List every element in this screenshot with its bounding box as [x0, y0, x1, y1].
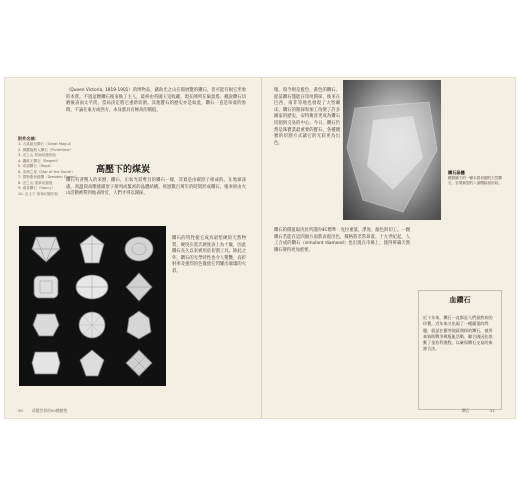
folio-title-left: 改變世界的50種植物	[32, 408, 68, 413]
diamond-icon	[120, 232, 158, 266]
sidebar-item: 5. 希望鑽石（Hope）	[18, 164, 54, 168]
photo-caption	[448, 170, 504, 186]
folio-title-right: 鑽石	[462, 408, 470, 413]
sidebar-item: 3. 光之山 原始切割形狀	[18, 153, 57, 157]
sidebar-item: 2. 佛羅倫斯人鑽石（Florentine）	[18, 147, 73, 152]
diamond-icon	[27, 270, 65, 304]
sidebar-item: 7. 德勒斯登綠鑽（Dresden Green）	[18, 175, 79, 179]
body-paragraph-2: 鑽石的特性使它成為最堅硬的天然物質，硬度在莫氏硬度表上為十級，因此鑽石長久以來被用於切割工具。除此之外，鑽石的光學特性也令人驚艷，高折射率及強烈的色散使它閃耀出璀璨的火彩。	[172, 236, 246, 274]
crystal-icon	[343, 80, 441, 220]
sidebar-box	[418, 290, 502, 410]
diamond-icon	[73, 308, 111, 342]
diamond-icon	[27, 308, 65, 342]
diamond-icon	[120, 346, 158, 380]
box-text: 近十年來，鑽石一直都是人們最熟知的珍寶。近年來又出現了一種嚴重的問題，就是在衝突地區開採的鑽石，被用來資助戰爭與叛亂活動。聯合國因此推動了金伯利進程，以確保鑽石交易的來源合法。	[423, 315, 493, 352]
diamond-icon	[73, 270, 111, 304]
body-paragraph-1: 鑽石有著驚人的來歷，鑽石，正如光彩奪目的鑽石一樣，其實是由碳原子組成的。在地球深處，高溫與高壓使碳原子排列成緊密的晶體結構，經過數百萬年的時間形成鑽石。後來經由火山活動被帶到地表附近，人們才得以開採。	[66, 178, 246, 197]
intro-paragraph: （Queen Victoria, 1819-1901）的博物品，藉助光之山在館展覽的鑽石，但可能有損它形象的本質。不過這顆鑽石後來換了主人，最終由英國王室收藏，現在陳列在倫敦塔。據說鑽石切磨後表面太平淡，當局決定將它重新切割。其他寶石的歷史亦是如此，鑽石一直是珍貴的象徵，不論在東方或西方，本身都具有極高的價值。	[66, 88, 246, 113]
caption-text: 顯微鏡下的一顆未經切割的天然鑽石，呈現典型的八面體結晶形狀。	[448, 176, 502, 186]
box-title: 血鑽石	[449, 295, 471, 304]
page-gutter	[261, 78, 262, 418]
folio-number-right: 91	[490, 408, 495, 413]
diamond-crystal-photo	[343, 80, 441, 220]
section-heading: 高壓下的煤炭	[96, 165, 151, 175]
sidebar-legend	[18, 136, 79, 197]
sidebar-item: 1. 大莫臥兒鑽石（Great Mogul）	[18, 142, 74, 146]
folio-number-left: 90	[18, 408, 23, 413]
body-column-2: 鑽石的價值取決於所謂的4C標準：克拉重量、淨度、顏色與切工。一顆鑽石若能在這四個方面都表現出色，價格將非常昂貴。十九世紀起，人工合成的鑽石（simulant diamond）也出現在市場上，使得辨識天然鑽石變得更加重要。	[274, 228, 410, 253]
body-column-1: 瑰，現今則是藍色、黃色的鑽石。從前鑽石僅能在印度開採，後來在巴西、南非等地也發現了大型礦床。鑽石的開採和加工改變了許多國家的歷史，安特衛普更成為鑽石切割與交易的中心。今日，鑽石仍然是珠寶業最重要的寶石，各種優雅的切割方式讓它的光彩更為出色。	[274, 88, 340, 146]
diamond-icon	[73, 346, 111, 380]
diamond-plate-image	[19, 226, 166, 386]
diamond-icon	[27, 346, 65, 380]
sidebar-title: 附件名稱：	[18, 136, 39, 141]
sidebar-item: 10. 吉士子 原始切割形狀	[18, 191, 59, 196]
sidebar-item: 4. 攝政王鑽石（Regent）	[18, 158, 61, 163]
diamond-icon	[120, 270, 158, 304]
sidebar-item: 8. 光之山 重新切割後	[18, 180, 53, 185]
sidebar-item: 9. 桑希鑽石（Sancy）	[18, 186, 55, 190]
diamond-icon	[27, 232, 65, 266]
sidebar-item: 6. 非洲之星（Star of the South）	[18, 169, 75, 174]
diamond-icon	[120, 308, 158, 342]
diamond-icon	[73, 232, 111, 266]
caption-title: 鑽石晶體	[448, 170, 465, 175]
